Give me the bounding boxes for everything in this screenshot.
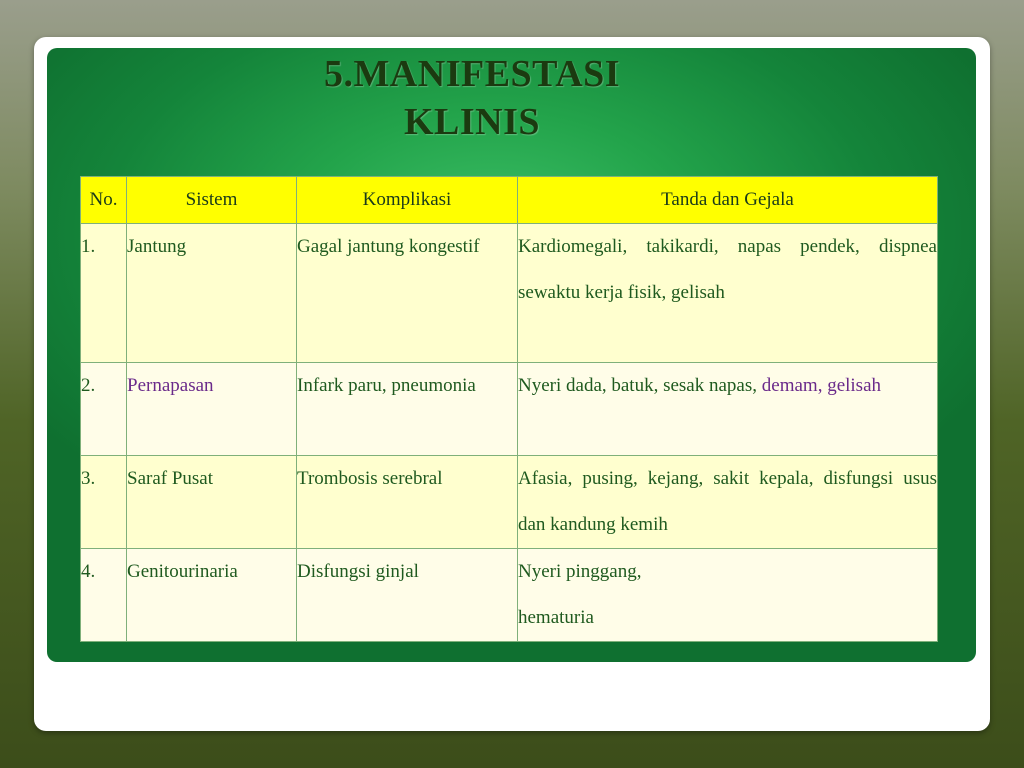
table-row	[81, 456, 938, 549]
table-header-row	[81, 177, 938, 224]
cell-tanda-part1: Nyeri dada, batuk, sesak napas,	[518, 375, 762, 396]
cell-tanda: Kardiomegali, takikardi, napas pendek, dispnea sewaktu kerja fisik, gelisah	[518, 224, 938, 363]
cell-tanda-line2: hematuria	[518, 607, 594, 628]
cell-tanda	[518, 363, 938, 456]
header-sistem: Sistem	[127, 177, 297, 224]
cell-sistem: Saraf Pusat	[127, 456, 297, 549]
cell-no: 4.	[81, 549, 127, 642]
slide-title	[247, 50, 697, 146]
cell-no: 2.	[81, 363, 127, 456]
cell-tanda	[518, 549, 938, 642]
title-line-1: 5.MANIFESTASI	[323, 53, 621, 95]
cell-komplikasi: Trombosis serebral	[297, 456, 518, 549]
cell-sistem: Pernapasan	[127, 363, 297, 456]
cell-sistem: Jantung	[127, 224, 297, 363]
table-row	[81, 363, 938, 456]
cell-komplikasi: Disfungsi ginjal	[297, 549, 518, 642]
cell-komplikasi: Infark paru, pneumonia	[297, 363, 518, 456]
table-row	[81, 224, 938, 363]
table-row	[81, 549, 938, 642]
header-komplikasi: Komplikasi	[297, 177, 518, 224]
cell-sistem: Genitourinaria	[127, 549, 297, 642]
cell-tanda-part2: demam, gelisah	[761, 375, 882, 396]
cell-tanda: Afasia, pusing, kejang, sakit kepala, disfungsi usus dan kandung kemih	[518, 456, 938, 549]
manifestation-table	[80, 176, 938, 642]
header-no: No.	[81, 177, 127, 224]
cell-no: 1.	[81, 224, 127, 363]
cell-komplikasi: Gagal jantung kongestif	[297, 224, 518, 363]
header-tanda: Tanda dan Gejala	[518, 177, 938, 224]
cell-tanda-line1: Nyeri pinggang,	[518, 561, 642, 582]
cell-no: 3.	[81, 456, 127, 549]
title-line-2: KLINIS	[403, 101, 541, 143]
